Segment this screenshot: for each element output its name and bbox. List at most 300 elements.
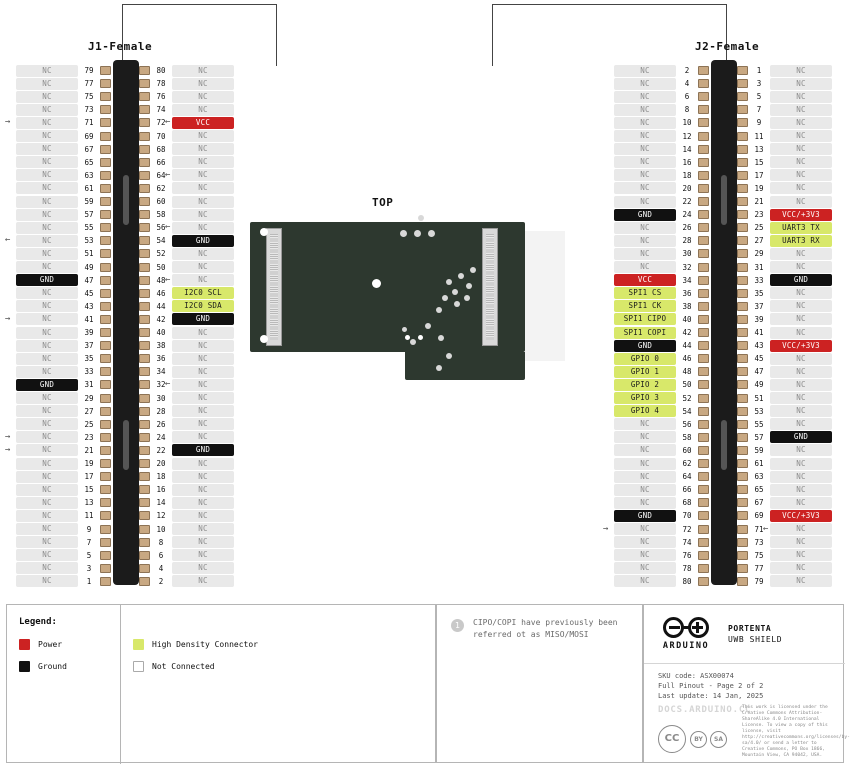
- pin-row: [737, 261, 832, 274]
- pin-pad: [737, 210, 748, 219]
- pin-row: [614, 405, 709, 418]
- pin-pad: [100, 341, 111, 350]
- board-mount-hole-1: [260, 228, 268, 236]
- pin-row: [737, 77, 832, 90]
- pin-number: 38: [682, 301, 692, 311]
- sku-code: SKU code: ASX00074: [658, 672, 734, 680]
- pin-pad: [100, 328, 111, 337]
- pin-number: 76: [156, 92, 166, 102]
- pin-pad: [100, 511, 111, 520]
- pin-pad: [698, 551, 709, 560]
- pin-pad: [139, 105, 150, 114]
- pin-pad: [737, 446, 748, 455]
- pin-number: 10: [682, 118, 692, 128]
- pin-number: 78: [682, 563, 692, 573]
- pin-label: NC: [614, 130, 676, 142]
- pin-row: [16, 156, 111, 169]
- pin-row: [614, 496, 709, 509]
- pin-label: GND: [614, 340, 676, 352]
- pin-pad: [698, 538, 709, 547]
- pin-row: [737, 90, 832, 103]
- pin-label: NC: [770, 379, 832, 391]
- pin-pad: [698, 289, 709, 298]
- pin-pad: [139, 236, 150, 245]
- brand-header: [644, 605, 845, 664]
- pin-number: 45: [84, 288, 94, 298]
- pin-label: NC: [16, 353, 78, 365]
- pin-pad: [100, 564, 111, 573]
- pin-pad: [737, 380, 748, 389]
- pin-row: [16, 496, 111, 509]
- pin-pad: [698, 263, 709, 272]
- pin-pad: [139, 433, 150, 442]
- pin-row: [16, 444, 111, 457]
- creative-commons-badges: [658, 725, 730, 753]
- pin-row: [737, 509, 832, 522]
- pin-pad: [737, 498, 748, 507]
- pin-pad: [100, 145, 111, 154]
- legend-divider: [120, 605, 121, 764]
- pin-row: [614, 444, 709, 457]
- pin-pad: [100, 315, 111, 324]
- pin-row: [737, 470, 832, 483]
- pin-pad: [139, 354, 150, 363]
- pin-row: [139, 313, 234, 326]
- pin-label: NC: [16, 497, 78, 509]
- pin-row: [737, 313, 832, 326]
- pin-label: GND: [614, 209, 676, 221]
- pin-label: NC: [770, 300, 832, 312]
- pin-number: 47: [754, 367, 764, 377]
- pin-label: NC: [614, 222, 676, 234]
- pin-label: NC: [614, 536, 676, 548]
- pin-row: [614, 90, 709, 103]
- pin-label: NC: [614, 444, 676, 456]
- pin-pad: [139, 158, 150, 167]
- pin-pad: [698, 420, 709, 429]
- pin-label: I2C0 SCL: [172, 287, 234, 299]
- pin-pad: [139, 551, 150, 560]
- pin-pad: [139, 380, 150, 389]
- pin-number: 66: [156, 157, 166, 167]
- pin-row: [614, 392, 709, 405]
- pin-number: 67: [84, 144, 94, 154]
- board-part-7: [466, 283, 472, 289]
- pin-pad: [139, 328, 150, 337]
- signal-direction-arrow: ←: [165, 117, 171, 128]
- pin-row: [16, 143, 111, 156]
- pin-pad: [100, 276, 111, 285]
- pin-row: [614, 143, 709, 156]
- pin-label: SPI1 CK: [614, 300, 676, 312]
- pin-number: 51: [754, 393, 764, 403]
- pin-pad: [100, 302, 111, 311]
- pin-label: NC: [16, 458, 78, 470]
- pin-label: NC: [614, 182, 676, 194]
- pin-number: 41: [754, 328, 764, 337]
- pin-label: NC: [16, 300, 78, 312]
- pin-label: NC: [16, 523, 78, 535]
- pin-pad: [139, 525, 150, 534]
- pin-number: 7: [86, 537, 92, 547]
- pin-label: NC: [16, 536, 78, 548]
- pin-label: NC: [172, 353, 234, 365]
- board-illustration: [250, 195, 540, 385]
- pin-number: 77: [754, 563, 764, 573]
- pin-number: 9: [756, 118, 762, 128]
- pin-label: NC: [16, 222, 78, 234]
- pin-label: NC: [16, 471, 78, 483]
- pin-pad: [139, 118, 150, 127]
- pin-row: [614, 234, 709, 247]
- pin-number: 26: [682, 223, 692, 233]
- pin-number: 63: [754, 472, 764, 482]
- pin-label: NC: [770, 366, 832, 378]
- pin-row: [614, 156, 709, 169]
- pin-pad: [100, 223, 111, 232]
- pin-number: 53: [84, 236, 94, 246]
- pin-label: NC: [172, 536, 234, 548]
- pin-number: 31: [754, 262, 764, 272]
- pin-row: [614, 64, 709, 77]
- pin-label: GND: [770, 274, 832, 286]
- pin-label: NC: [16, 366, 78, 378]
- pin-row: [614, 509, 709, 522]
- pin-label: GPIO 4: [614, 405, 676, 417]
- board-pad-1: [405, 335, 410, 340]
- pin-row: [16, 169, 111, 182]
- pin-number: 25: [84, 419, 94, 429]
- pin-label: NC: [172, 575, 234, 587]
- pin-label: NC: [172, 431, 234, 443]
- pin-row: [737, 562, 832, 575]
- pin-number: 80: [156, 66, 166, 75]
- pin-pad: [139, 420, 150, 429]
- pin-row: [139, 274, 234, 287]
- pin-number: 30: [156, 393, 166, 403]
- pin-number: 56: [156, 223, 166, 233]
- pin-number: 21: [754, 197, 764, 206]
- pin-label: GND: [16, 379, 78, 391]
- pin-number: 49: [754, 380, 764, 390]
- pin-pad: [737, 511, 748, 520]
- pin-label: NC: [172, 471, 234, 483]
- pin-label: NC: [172, 222, 234, 234]
- pin-pad: [698, 394, 709, 403]
- pin-pad: [139, 263, 150, 272]
- pin-row: [614, 247, 709, 260]
- pin-number: 46: [156, 288, 166, 298]
- pin-row: [16, 575, 111, 588]
- pin-pad: [698, 407, 709, 416]
- pin-row: [139, 247, 234, 260]
- pin-row: [16, 562, 111, 575]
- board-part-1: [400, 230, 407, 237]
- pin-pad: [737, 433, 748, 442]
- pin-pad: [139, 276, 150, 285]
- pin-number: 40: [682, 314, 692, 324]
- pin-row: [614, 470, 709, 483]
- pin-pad: [139, 92, 150, 101]
- pin-row: [139, 562, 234, 575]
- pin-label: NC: [172, 549, 234, 561]
- pin-number: 54: [682, 406, 692, 416]
- pin-number: 36: [682, 288, 692, 298]
- pin-row: [614, 431, 709, 444]
- pin-number: 64: [156, 170, 166, 180]
- pin-number: 32: [156, 380, 166, 390]
- pin-number: 38: [156, 341, 166, 351]
- pinout-page: Full Pinout - Page 2 of 2: [658, 682, 764, 690]
- pin-pad: [737, 302, 748, 311]
- pin-number: 54: [156, 236, 166, 246]
- pin-label: NC: [614, 91, 676, 103]
- board-connector-j2-pins: [486, 234, 494, 340]
- pin-number: 55: [84, 223, 94, 233]
- pin-row: [614, 313, 709, 326]
- pin-number: 6: [158, 550, 164, 560]
- signal-direction-arrow: ←: [5, 235, 11, 246]
- pin-number: 22: [156, 445, 166, 455]
- pin-number: 65: [84, 157, 94, 167]
- pin-row: [16, 300, 111, 313]
- pin-row: [614, 536, 709, 549]
- brand-panel: [643, 604, 850, 763]
- pin-label: NC: [770, 353, 832, 365]
- pin-label: UART3 RX: [770, 235, 832, 247]
- pin-number: 68: [682, 498, 692, 508]
- board-part-14: [425, 323, 431, 329]
- pin-number: 29: [754, 249, 764, 259]
- pin-label: NC: [172, 379, 234, 391]
- pin-pad: [139, 184, 150, 193]
- legend-item-not-connected: [133, 661, 215, 672]
- pin-number: 59: [754, 445, 764, 455]
- pin-pad: [100, 132, 111, 141]
- ground-swatch-icon: [19, 661, 30, 672]
- pin-label: GPIO 2: [614, 379, 676, 391]
- board-part-13: [436, 307, 442, 313]
- signal-direction-arrow: ←: [763, 523, 769, 534]
- pin-label: NC: [172, 209, 234, 221]
- pin-pad: [737, 236, 748, 245]
- pin-pad: [737, 459, 748, 468]
- pin-row: [614, 549, 709, 562]
- pin-label: NC: [614, 117, 676, 129]
- pin-row: [139, 156, 234, 169]
- board-part-3: [428, 230, 435, 237]
- pin-number: 75: [754, 550, 764, 560]
- pin-label: VCC/+3V3: [770, 510, 832, 522]
- pin-pad: [139, 171, 150, 180]
- pin-row: [737, 300, 832, 313]
- pin-label: GND: [172, 444, 234, 456]
- pin-number: 57: [84, 210, 94, 220]
- pin-row: [614, 274, 709, 287]
- pin-label: NC: [16, 209, 78, 221]
- high-density-swatch-icon: [133, 639, 144, 650]
- pin-pad: [100, 236, 111, 245]
- board-part-5: [458, 273, 464, 279]
- signal-direction-arrow: ←: [165, 379, 171, 390]
- board-top-label: TOP: [372, 196, 394, 209]
- pin-label: NC: [770, 549, 832, 561]
- pin-label: NC: [16, 313, 78, 325]
- pin-pad: [139, 249, 150, 258]
- pin-label: NC: [614, 196, 676, 208]
- pin-row: [614, 169, 709, 182]
- pin-label: NC: [770, 523, 832, 535]
- pin-number: 8: [158, 537, 164, 547]
- legend-label-high-density: High Density Connector: [152, 640, 258, 649]
- pin-label: VCC/+3V3: [770, 340, 832, 352]
- pin-label: NC: [172, 104, 234, 116]
- pin-row: [737, 575, 832, 588]
- board-part-12: [470, 267, 476, 273]
- pin-label: NC: [770, 156, 832, 168]
- pin-row: [139, 496, 234, 509]
- pin-number: 58: [682, 432, 692, 442]
- legend-label-ground: Ground: [38, 662, 67, 671]
- pin-label: NC: [16, 196, 78, 208]
- pin-label: NC: [16, 575, 78, 587]
- pin-number: 41: [84, 314, 94, 324]
- pin-number: 11: [754, 131, 764, 141]
- pin-row: [139, 536, 234, 549]
- pin-label: NC: [172, 169, 234, 181]
- pin-number: 40: [156, 328, 166, 337]
- board-connector-j1: [266, 228, 282, 346]
- pin-number: 11: [84, 511, 94, 521]
- not-connected-swatch-icon: [133, 661, 144, 672]
- pin-pad: [100, 446, 111, 455]
- pin-label: NC: [770, 130, 832, 142]
- arduino-wordmark: ARDUINO: [662, 641, 710, 651]
- pin-number: 58: [156, 210, 166, 220]
- pin-pad: [698, 485, 709, 494]
- pin-row: [737, 536, 832, 549]
- pin-row: [16, 536, 111, 549]
- pin-row: [614, 77, 709, 90]
- pin-label: NC: [16, 182, 78, 194]
- j2-header-body: [711, 60, 737, 585]
- product-name: [728, 624, 782, 644]
- pin-label: NC: [16, 104, 78, 116]
- pin-pad: [737, 79, 748, 88]
- legend-item-ground: [19, 661, 67, 672]
- pin-row: [16, 549, 111, 562]
- pin-label: GND: [770, 431, 832, 443]
- pin-pad: [100, 158, 111, 167]
- pin-row: [737, 287, 832, 300]
- pin-label: NC: [770, 117, 832, 129]
- legend-panel: [6, 604, 436, 763]
- pin-number: 45: [754, 354, 764, 364]
- board-shadow: [525, 231, 565, 361]
- pin-label: NC: [172, 458, 234, 470]
- pin-number: 34: [156, 367, 166, 377]
- pin-pad: [698, 302, 709, 311]
- pin-label: NC: [770, 405, 832, 417]
- pin-label: GPIO 3: [614, 392, 676, 404]
- pin-row: [139, 90, 234, 103]
- pin-label: NC: [172, 65, 234, 77]
- pin-number: 27: [754, 236, 764, 246]
- pin-pad: [737, 525, 748, 534]
- pin-number: 48: [156, 275, 166, 285]
- pin-row: [737, 431, 832, 444]
- cc-icon: CC: [658, 725, 686, 753]
- pin-row: [16, 64, 111, 77]
- pin-label: NC: [172, 78, 234, 90]
- pin-label: NC: [614, 497, 676, 509]
- pin-label: NC: [770, 575, 832, 587]
- pin-label: SPI1 CIPO: [614, 313, 676, 325]
- pin-label: SPI1 COPI: [614, 327, 676, 339]
- pin-row: [614, 326, 709, 339]
- pin-label: NC: [770, 287, 832, 299]
- pin-label: NC: [770, 78, 832, 90]
- pin-pad: [698, 92, 709, 101]
- pin-row: [139, 378, 234, 391]
- pin-row: [139, 221, 234, 234]
- pin-pad: [698, 79, 709, 88]
- pin-row: [614, 523, 709, 536]
- pin-number: 15: [84, 485, 94, 495]
- pin-number: 35: [754, 288, 764, 298]
- pin-label: NC: [172, 510, 234, 522]
- pin-label: NC: [770, 497, 832, 509]
- pin-pad: [100, 380, 111, 389]
- pin-label: NC: [770, 536, 832, 548]
- pin-pad: [737, 420, 748, 429]
- pin-label: NC: [16, 418, 78, 430]
- pin-row: [16, 365, 111, 378]
- pin-pad: [698, 525, 709, 534]
- pin-number: 79: [84, 66, 94, 75]
- pin-pad: [737, 289, 748, 298]
- j2-title: J2-Female: [695, 40, 760, 53]
- pin-pad: [737, 66, 748, 75]
- pin-number: 34: [682, 275, 692, 285]
- pin-pad: [698, 328, 709, 337]
- pin-pad: [737, 315, 748, 324]
- pin-number: 37: [84, 341, 94, 351]
- pin-row: [139, 182, 234, 195]
- pin-number: 4: [158, 563, 164, 573]
- pin-row: [139, 392, 234, 405]
- pin-row: [139, 352, 234, 365]
- pin-row: [614, 562, 709, 575]
- pin-pad: [100, 66, 111, 75]
- board-connector-j1-pins: [270, 234, 278, 340]
- pin-number: 6: [684, 92, 690, 102]
- power-swatch-icon: [19, 639, 30, 650]
- pin-number: 33: [84, 367, 94, 377]
- pin-pad: [737, 328, 748, 337]
- pin-number: 23: [84, 432, 94, 442]
- pin-row: [737, 392, 832, 405]
- pin-label: GND: [614, 510, 676, 522]
- product-name-line1: PORTENTA: [728, 624, 772, 633]
- pin-row: [737, 496, 832, 509]
- pin-row: [139, 287, 234, 300]
- pin-pad: [737, 551, 748, 560]
- pin-row: [139, 103, 234, 116]
- pin-number: 60: [682, 445, 692, 455]
- pin-label: NC: [16, 169, 78, 181]
- pin-pad: [139, 564, 150, 573]
